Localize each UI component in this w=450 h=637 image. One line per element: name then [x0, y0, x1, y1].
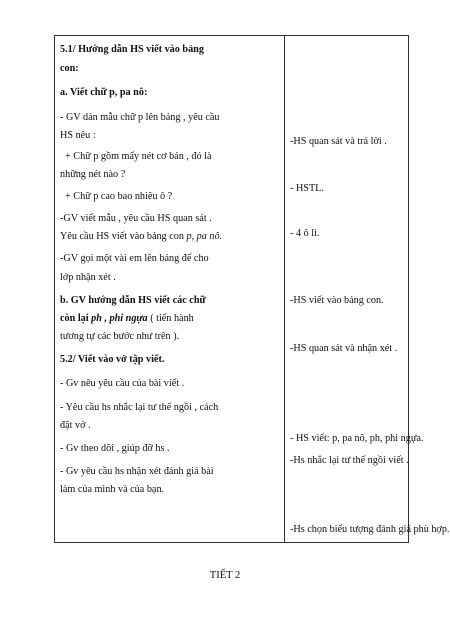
question-height: + Chữ p cao bao nhiêu ô ?	[65, 191, 173, 202]
teacher-step-2-cont	[60, 231, 222, 243]
teacher-step-1: - GV dán mẫu chữ p lên bảng , yêu cầu	[60, 112, 220, 123]
teacher-step-3-cont: lớp nhận xét .	[60, 272, 116, 283]
teacher-step-2: -GV viết mẫu , yêu cầu HS quan sát .	[60, 213, 212, 224]
teacher-step-3: -GV gọi một vài em lên bảng để cho	[60, 253, 209, 264]
notebook-step-2: - Yêu cầu hs nhắc lại tư thế ngồi , cách	[60, 402, 219, 413]
section-b-heading-cont	[60, 313, 194, 325]
section-b-bold-italic: ph , phi ngựa	[91, 313, 148, 324]
student-response-8: -Hs chọn biểu tượng đánh giá phù hợp.	[290, 524, 450, 535]
column-divider	[284, 36, 285, 542]
student-response-6: - HS viết: p, pa nô, ph, phi ngựa.	[290, 433, 424, 444]
section-b-heading: b. GV hướng dẫn HS viết các chữ	[60, 295, 206, 306]
notebook-step-1: - Gv nêu yêu cầu của bài viết .	[60, 378, 185, 389]
student-response-1: -HS quan sát và trả lời .	[290, 136, 387, 147]
notebook-step-3: - Gv theo dõi , giúp đỡ hs .	[60, 443, 170, 454]
student-response-2: - HSTL.	[290, 183, 324, 194]
section-5-1-heading: 5.1/ Hướng dẫn HS viết vào bảng	[60, 44, 204, 55]
student-response-5: -HS quan sát và nhận xét .	[290, 343, 398, 354]
section-b-note: ( tiến hành	[147, 313, 194, 324]
student-response-3: - 4 ô li.	[290, 228, 320, 239]
section-a-heading: a. Viết chữ p, pa nô:	[60, 87, 148, 98]
question-strokes: + Chữ p gồm mấy nét cơ bản , đó là	[65, 151, 212, 162]
section-b-bold: còn lại	[60, 313, 92, 324]
student-response-7: -Hs nhắc lại tư thế ngồi viết .	[290, 455, 409, 466]
section-footer-title: TIẾT 2	[209, 570, 241, 581]
teacher-step-2-text: Yêu cầu HS viết vào bảng con	[60, 231, 187, 242]
section-5-1-heading-cont: con:	[60, 63, 79, 74]
question-strokes-cont: những nét nào ?	[60, 169, 126, 180]
lesson-plan-table	[54, 35, 450, 543]
notebook-step-4: - Gv yêu cầu hs nhận xét đánh giá bài	[60, 466, 214, 477]
notebook-step-4-cont: làm của mình và của bạn.	[60, 484, 165, 495]
section-b-note-cont: tương tự các bước như trên ).	[60, 331, 180, 342]
teacher-step-2-italic: p, pa nô.	[186, 231, 223, 242]
teacher-step-1-cont: HS nêu :	[60, 130, 96, 141]
section-5-2-heading: 5.2/ Viết vào vở tập viết.	[60, 354, 165, 365]
notebook-step-2-cont: đặt vở .	[60, 420, 91, 431]
student-response-4: -HS viết vào bảng con.	[290, 295, 384, 306]
